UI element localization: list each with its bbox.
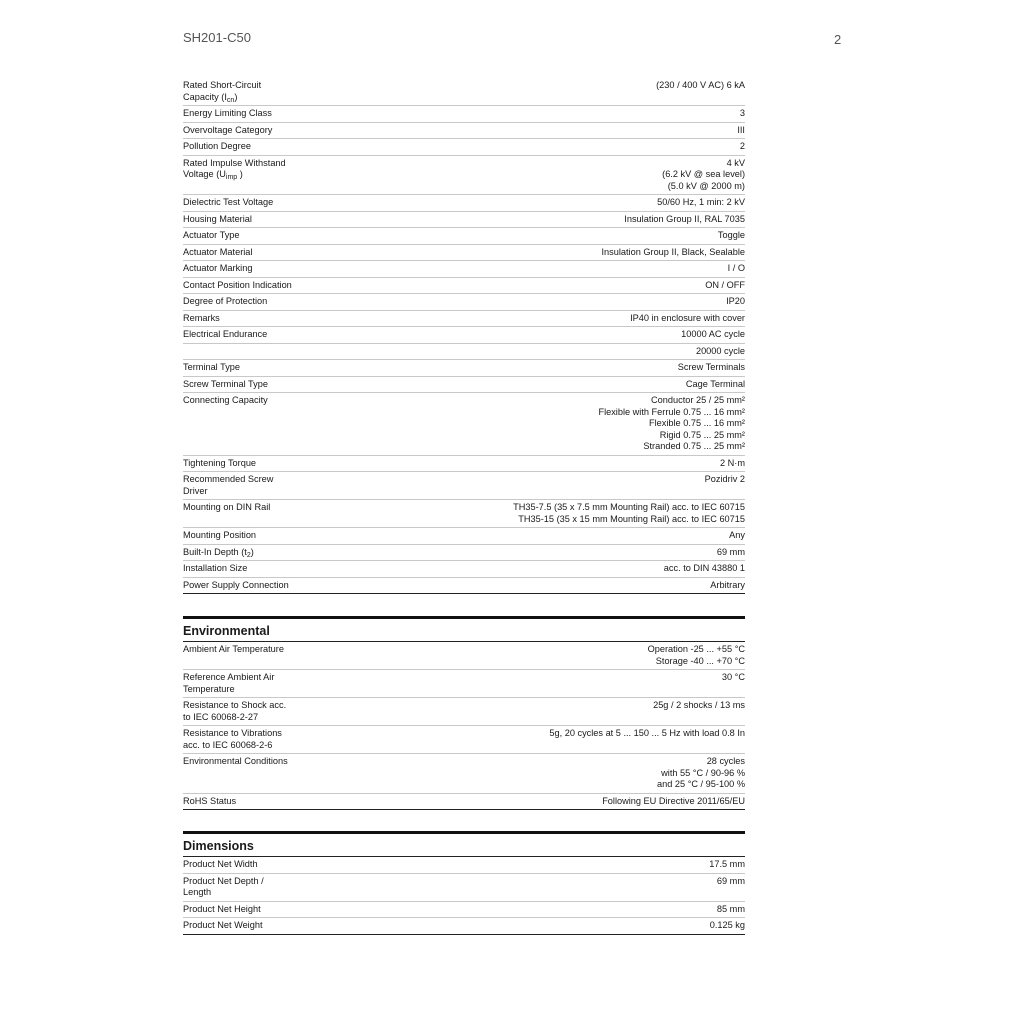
spec-value <box>717 904 745 916</box>
spec-label: Product Net Height <box>183 903 261 914</box>
spec-row <box>183 726 745 754</box>
spec-row <box>183 902 745 919</box>
spec-value-line: 69 mm <box>716 546 745 557</box>
spec-row <box>183 311 745 328</box>
spec-value-line: 4 kV <box>726 157 745 168</box>
spec-row <box>183 456 745 473</box>
spec-row <box>183 261 745 278</box>
spec-label: Actuator Marking <box>183 263 253 273</box>
spec-value <box>657 197 745 209</box>
spec-value-line: Insulation Group II, RAL 7035 <box>624 213 745 224</box>
spec-row <box>183 360 745 377</box>
spec-label: RoHS Status <box>183 795 237 806</box>
spec-row <box>183 294 745 311</box>
spec-row <box>183 918 745 935</box>
spec-row <box>183 245 745 262</box>
spec-value-line: 30 °C <box>721 672 745 682</box>
spec-value-line: Conductor 25 / 25 mm² <box>651 395 745 405</box>
spec-value-line: TH35-15 (35 x 15 mm Mounting Rail) acc. to IEC 60715 <box>518 513 745 524</box>
page-header-product: SH201-C50 <box>183 30 251 45</box>
spec-label: Housing Material <box>183 213 252 224</box>
spec-value-line: IP20 <box>726 296 745 306</box>
spec-value <box>740 108 745 120</box>
dimensions-section <box>183 831 745 935</box>
spec-value-line: Storage -40 ... +70 °C <box>655 655 745 666</box>
spec-value-line: (230 / 400 V AC) 6 kA <box>656 80 745 90</box>
spec-label: Connecting Capacity <box>183 395 268 405</box>
spec-value-line: with 55 °C / 90-96 % <box>661 767 745 778</box>
spec-value-line: Flexible 0.75 ... 16 mm² <box>649 418 745 428</box>
dimensions-table <box>183 857 745 935</box>
spec-value-line: and 25 °C / 95-100 % <box>657 779 745 789</box>
spec-label: Tightening Torque <box>183 457 257 468</box>
spec-value-line: 0.125 kg <box>709 920 745 930</box>
spec-value-line: acc. to DIN 43880 1 <box>663 563 745 573</box>
spec-label: Actuator Material <box>183 246 253 257</box>
spec-label: Pollution Degree <box>183 141 251 151</box>
technical-spec-table <box>183 78 745 594</box>
spec-row <box>183 156 745 196</box>
spec-value <box>722 672 745 684</box>
spec-value <box>710 920 745 932</box>
spec-value <box>686 379 745 391</box>
spec-value-line: Following EU Directive 2011/65/EU <box>602 795 745 806</box>
spec-value-line: ON / OFF <box>705 279 745 290</box>
spec-value-line: Cage Terminal <box>685 378 745 389</box>
spec-value <box>601 247 745 259</box>
spec-value <box>726 296 745 308</box>
spec-value <box>720 458 745 470</box>
spec-value <box>710 580 745 592</box>
spec-value <box>598 395 745 453</box>
page-number: 2 <box>834 32 842 47</box>
spec-label: Electrical Endurance <box>183 329 268 339</box>
section-title-environmental: Environmental <box>183 616 745 642</box>
spec-label: Resistance to Vibrations acc. to IEC 60068-2-6 <box>183 728 282 750</box>
spec-label: Mounting Position <box>183 530 257 540</box>
spec-value-line: Toggle <box>717 230 745 240</box>
spec-row <box>183 344 745 361</box>
spec-row <box>183 578 745 595</box>
spec-value-line: Insulation Group II, Black, Sealable <box>601 246 745 257</box>
spec-label: Overvoltage Category <box>183 124 273 135</box>
spec-value-line: Any <box>729 530 745 540</box>
spec-label: Power Supply Connection <box>183 579 289 590</box>
spec-label: Product Net Depth / Length <box>183 875 264 897</box>
spec-row <box>183 857 745 874</box>
spec-value <box>624 214 745 226</box>
spec-value-line: 17.5 mm <box>709 859 745 869</box>
spec-label: Remarks <box>183 312 220 323</box>
spec-label: Dielectric Test Voltage <box>183 197 274 207</box>
spec-value <box>696 346 745 358</box>
spec-value <box>648 644 745 667</box>
spec-value-line: Rigid 0.75 ... 25 mm² <box>659 429 745 440</box>
spec-row <box>183 670 745 698</box>
spec-label: Product Net Weight <box>183 920 263 930</box>
spec-label: Rated Short-Circuit Capacity $(I_{cn})$ <box>183 80 262 104</box>
spec-value-line: 85 mm <box>716 903 745 914</box>
spec-value-line: 25g / 2 shocks / 13 ms <box>653 700 745 710</box>
spec-row <box>183 106 745 123</box>
spec-value-line: 50/60 Hz, 1 min: 2 kV <box>657 197 745 207</box>
spec-value <box>678 362 745 374</box>
spec-value-line: Stranded 0.75 ... 25 mm² <box>643 441 745 451</box>
spec-value-line: Arbitrary <box>710 579 745 590</box>
spec-row <box>183 377 745 394</box>
spec-label: Product Net Width <box>183 859 258 869</box>
spec-value-line: IP40 in enclosure with cover <box>630 312 745 323</box>
spec-row <box>183 698 745 726</box>
spec-label: Built-In Depth $(t_2)$ <box>183 546 254 559</box>
spec-row <box>183 500 745 528</box>
spec-row <box>183 139 745 156</box>
spec-value-line: 28 cycles <box>706 756 745 766</box>
spec-label: Contact Position Indication <box>183 279 292 290</box>
spec-row <box>183 123 745 140</box>
spec-value-line: I / O <box>727 263 745 273</box>
spec-row <box>183 327 745 344</box>
spec-value <box>662 158 745 193</box>
spec-value-line: Flexible with Ferrule 0.75 ... 16 mm² <box>598 406 745 417</box>
spec-row <box>183 212 745 229</box>
spec-label: Screw Terminal Type <box>183 378 268 389</box>
spec-value <box>653 700 745 712</box>
spec-label: Degree of Protection <box>183 296 268 306</box>
spec-label: Rated Impulse Withstand Voltage ($U_{imp}$ ) <box>183 157 286 181</box>
spec-value-line: (6.2 kV @ sea level) <box>662 169 745 179</box>
spec-row <box>183 754 745 794</box>
spec-row <box>183 561 745 578</box>
spec-row <box>183 393 745 456</box>
spec-value-line: Screw Terminals <box>677 362 745 372</box>
spec-value <box>717 876 745 888</box>
spec-value-line: 2 <box>739 141 745 151</box>
spec-value <box>681 329 745 341</box>
spec-value <box>729 530 745 542</box>
spec-label: Terminal Type <box>183 362 241 372</box>
spec-value-line: Operation -25 ... +55 °C <box>647 644 745 654</box>
spec-row <box>183 642 745 670</box>
section-title-dimensions: Dimensions <box>183 831 745 857</box>
spec-value-line: TH35-7.5 (35 x 7.5 mm Mounting Rail) acc. to IEC 60715 <box>513 502 745 512</box>
spec-value <box>602 796 745 808</box>
spec-row <box>183 545 745 562</box>
spec-value <box>717 547 745 559</box>
spec-row <box>183 195 745 212</box>
spec-label: Energy Limiting Class <box>183 108 272 118</box>
spec-value <box>740 141 745 153</box>
spec-row <box>183 874 745 902</box>
spec-row <box>183 794 745 811</box>
spec-value <box>705 474 745 486</box>
spec-label: Resistance to Shock acc. to IEC 60068-2-27 <box>183 700 287 722</box>
environmental-section <box>183 616 745 810</box>
spec-value-line: 10000 AC cycle <box>681 329 745 339</box>
spec-value <box>728 263 745 275</box>
spec-value <box>718 230 745 242</box>
spec-value-line: 2 N·m <box>719 457 745 468</box>
spec-value <box>705 280 745 292</box>
spec-label: Recommended Screw Driver <box>183 474 274 496</box>
environmental-table <box>183 642 745 810</box>
spec-value <box>656 80 745 92</box>
spec-value-line: 5g, 20 cycles at 5 ... 150 ... 5 Hz with load 0.8 In <box>549 728 745 738</box>
spec-value <box>549 728 745 740</box>
spec-label: Mounting on DIN Rail <box>183 502 271 512</box>
spec-label: Actuator Type <box>183 230 240 240</box>
spec-row <box>183 472 745 500</box>
spec-label: Environmental Conditions <box>183 756 288 766</box>
spec-value <box>630 313 745 325</box>
spec-value-line: 3 <box>739 108 745 118</box>
spec-value-line: (5.0 kV @ 2000 m) <box>667 180 745 191</box>
spec-value-line: III <box>737 124 745 135</box>
spec-row <box>183 278 745 295</box>
spec-value <box>709 859 745 871</box>
spec-value <box>737 125 745 137</box>
spec-label: Reference Ambient Air Temperature <box>183 672 275 694</box>
spec-row <box>183 228 745 245</box>
spec-value <box>664 563 745 575</box>
spec-value-line: Pozidriv 2 <box>704 474 745 484</box>
spec-value <box>513 502 745 525</box>
spec-label: Installation Size <box>183 563 248 573</box>
spec-row <box>183 78 745 106</box>
spec-value-line: 20000 cycle <box>695 345 745 356</box>
spec-value <box>657 756 745 791</box>
spec-row <box>183 528 745 545</box>
spec-label: Ambient Air Temperature <box>183 644 284 654</box>
spec-value-line: 69 mm <box>716 875 745 886</box>
